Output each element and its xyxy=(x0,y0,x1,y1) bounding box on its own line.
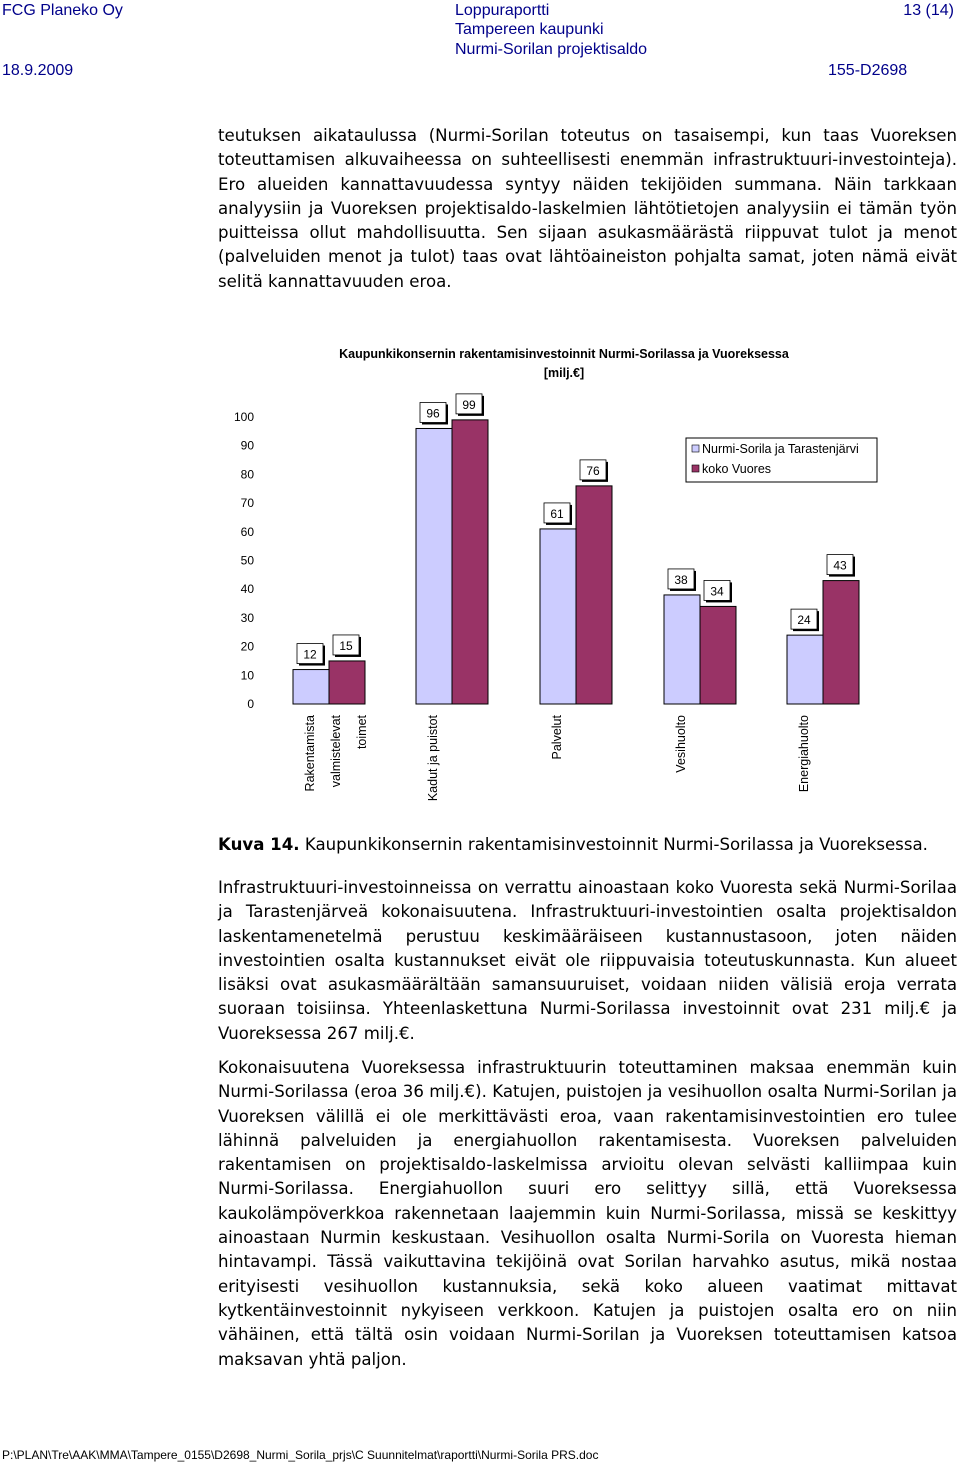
y-tick-label: 60 xyxy=(240,524,254,539)
y-tick-label: 20 xyxy=(240,639,254,654)
bar-nurmi-sorila xyxy=(293,670,329,704)
category-label xyxy=(550,714,564,759)
data-label: 15 xyxy=(339,638,353,653)
y-axis-tick-labels xyxy=(234,410,254,711)
category-label-line: valmistelevat xyxy=(329,715,343,788)
y-tick-label: 100 xyxy=(233,410,254,424)
data-label: 34 xyxy=(710,584,724,599)
data-label: 12 xyxy=(303,647,317,662)
bar-vuores xyxy=(576,486,612,704)
investment-bar-chart xyxy=(218,335,960,825)
category-label xyxy=(674,715,688,773)
category-label-line: Kadut ja puistot xyxy=(426,715,440,802)
category-label xyxy=(797,715,811,792)
legend-swatch xyxy=(692,445,699,452)
header-report-type: Loppuraportti xyxy=(455,2,550,19)
chart-title-line2: [milj.€] xyxy=(543,366,585,380)
header-client: Tampereen kaupunki xyxy=(455,21,604,38)
legend-label: koko Vuores xyxy=(702,462,772,476)
legend-label: Nurmi-Sorila ja Tarastenjärvi xyxy=(702,442,859,456)
footer-file-path: P:\PLAN\Tre\AAK\MMA\Tampere_0155\D2698_Nurmi_Sorila_prjs\C Suunnitelmat\raportti\Nurmi-Sorila PRS.doc xyxy=(2,1448,599,1462)
category-label-line: Energiahuolto xyxy=(797,715,811,793)
paragraph-1: teutuksen aikataulussa (Nurmi-Sorilan toteutus on tasaisempi, kun taas Vuoreksen toteuttamisen alkuvaiheessa on suhteellisesti enemmän infrastruktuuri-investointeja). Ero alueiden kannattavuudessa syntyy näiden tekijöiden summana. Näin tarkkaan analyysiin ja Vuoreksen projektisaldo-laskelmien lähtötietojen analyysiin ei tämän työn puitteissa ollut mahdollisuutta. Sen sijaan asukasmäärästä riippuvat tulot ja menot (palveluiden menot ja tulot) taas ovat lähtöaineiston pohjalta samat, joten nämä eivät selitä kannattavuuden eroa. xyxy=(218,126,957,291)
bar-vuores xyxy=(823,581,859,704)
y-tick-label: 70 xyxy=(240,496,254,511)
paragraph-3: Kokonaisuutena Vuoreksessa infrastruktuurin toteuttaminen maksaa enemmän kuin Nurmi-Sorilassa (eroa 36 milj.€). Katujen, puistojen ja vesihuollon osalta Nurmi-Sorilan ja Vuoreksen välillä ei ole merkittävästi eroa, vaan rakentamisinvestointien ero tulee lähinnä palveluiden ja energiahuollon rakentamisesta. Vuoreksen palveluiden rakentamisen on projektisaldo-laskelmissa arvioitu olevan selvästi kalliimpaa kuin Nurmi-Sorilassa. Energiahuollon suuri ero selittyy sillä, että Vuoreksessa kaukolämpöverkkoa rakennetaan laajemmin kuin Nurmi-Sorilassa, missä se keskittyy ainoastaan Nurmin keskustaan. Vesihuollon osalta Nurmi-Sorila on Vuoresta hieman hintavampi. Tässä vaikuttavina tekijöinä ovat Sorilan harvahko asutus, mikä nostaa erityisesti vesihuollon kustannuksia, sekä koko alueen vaatimat mittavat kytkentäinvestoinnit nykyiseen verkkoon. Katujen ja puistojen osalta ero on niin vähäinen, että tältä osin voidaan Nurmi-Sorilan ja Vuoreksen toteuttamisen katsoa maksavan yhtä paljon. xyxy=(218,1058,957,1369)
bar-nurmi-sorila xyxy=(664,595,700,704)
data-label: 43 xyxy=(833,558,847,573)
bar-nurmi-sorila xyxy=(416,428,452,704)
y-tick-label: 90 xyxy=(240,438,254,453)
data-label: 76 xyxy=(586,463,600,478)
header-date: 18.9.2009 xyxy=(2,62,74,79)
y-tick-label: 30 xyxy=(240,610,254,625)
paragraph-2: Infrastruktuuri-investoinneissa on verrattu ainoastaan koko Vuoresta sekä Nurmi-Sorilaa ja Tarastenjärveä kokonaisuutena. Infrastruktuuri-investointien osalta projektisaldon laskentamenetelmä perustuu keskimääräiseen kustannustasoon, joten näiden investointien osalta kustannukset eivät ole riippuvaisia toteutuskunnasta. Kun alueet lisäksi ovat asukasmäärältään samansuuruiset, voidaan niiden välisiä eroja verrata suoraan toisiinsa. Yhteenlaskettuna Nurmi-Sorilassa investoinnit ovat 231 milj.€ ja Vuoreksessa 267 milj.€. xyxy=(218,878,957,1043)
data-label: 61 xyxy=(550,506,564,521)
caption-label: Kuva 14. xyxy=(218,835,300,854)
data-label: 99 xyxy=(462,397,476,412)
category-label-line: Palvelut xyxy=(550,715,564,760)
header-project-code: 155-D2698 xyxy=(828,62,908,79)
y-tick-label: 50 xyxy=(240,553,254,568)
header-page-number: 13 (14) xyxy=(903,2,954,19)
category-label-line: toimet xyxy=(355,715,369,750)
header-project: Nurmi-Sorilan projektisaldo xyxy=(455,41,648,58)
category-label-line: Rakentamista xyxy=(303,715,317,792)
legend-swatch xyxy=(692,465,699,472)
y-tick-label: 40 xyxy=(240,582,254,597)
bar-vuores xyxy=(329,661,365,704)
bar-nurmi-sorila xyxy=(540,529,576,704)
bar-vuores xyxy=(452,420,488,704)
category-label xyxy=(303,714,369,791)
header-company: FCG Planeko Oy xyxy=(2,2,123,19)
chart-legend xyxy=(686,438,877,482)
data-label: 96 xyxy=(426,406,440,421)
caption-text: Kaupunkikonsernin rakentamisinvestoinnit Nurmi-Sorilassa ja Vuoreksessa. xyxy=(304,835,928,854)
y-tick-label: 80 xyxy=(240,467,254,482)
y-tick-label: 10 xyxy=(240,668,254,683)
data-label: 24 xyxy=(797,613,811,628)
bar-vuores xyxy=(700,606,736,704)
bar-nurmi-sorila xyxy=(787,635,823,704)
category-label xyxy=(426,714,440,801)
data-label: 38 xyxy=(674,572,688,587)
category-label-line: Vesihuolto xyxy=(674,715,688,773)
y-tick-label: 0 xyxy=(247,697,254,711)
figure-caption xyxy=(218,834,957,856)
category-labels xyxy=(303,714,811,801)
chart-title-line1: Kaupunkikonsernin rakentamisinvestoinnit Nurmi-Sorilassa ja Vuoreksessa xyxy=(339,347,789,361)
